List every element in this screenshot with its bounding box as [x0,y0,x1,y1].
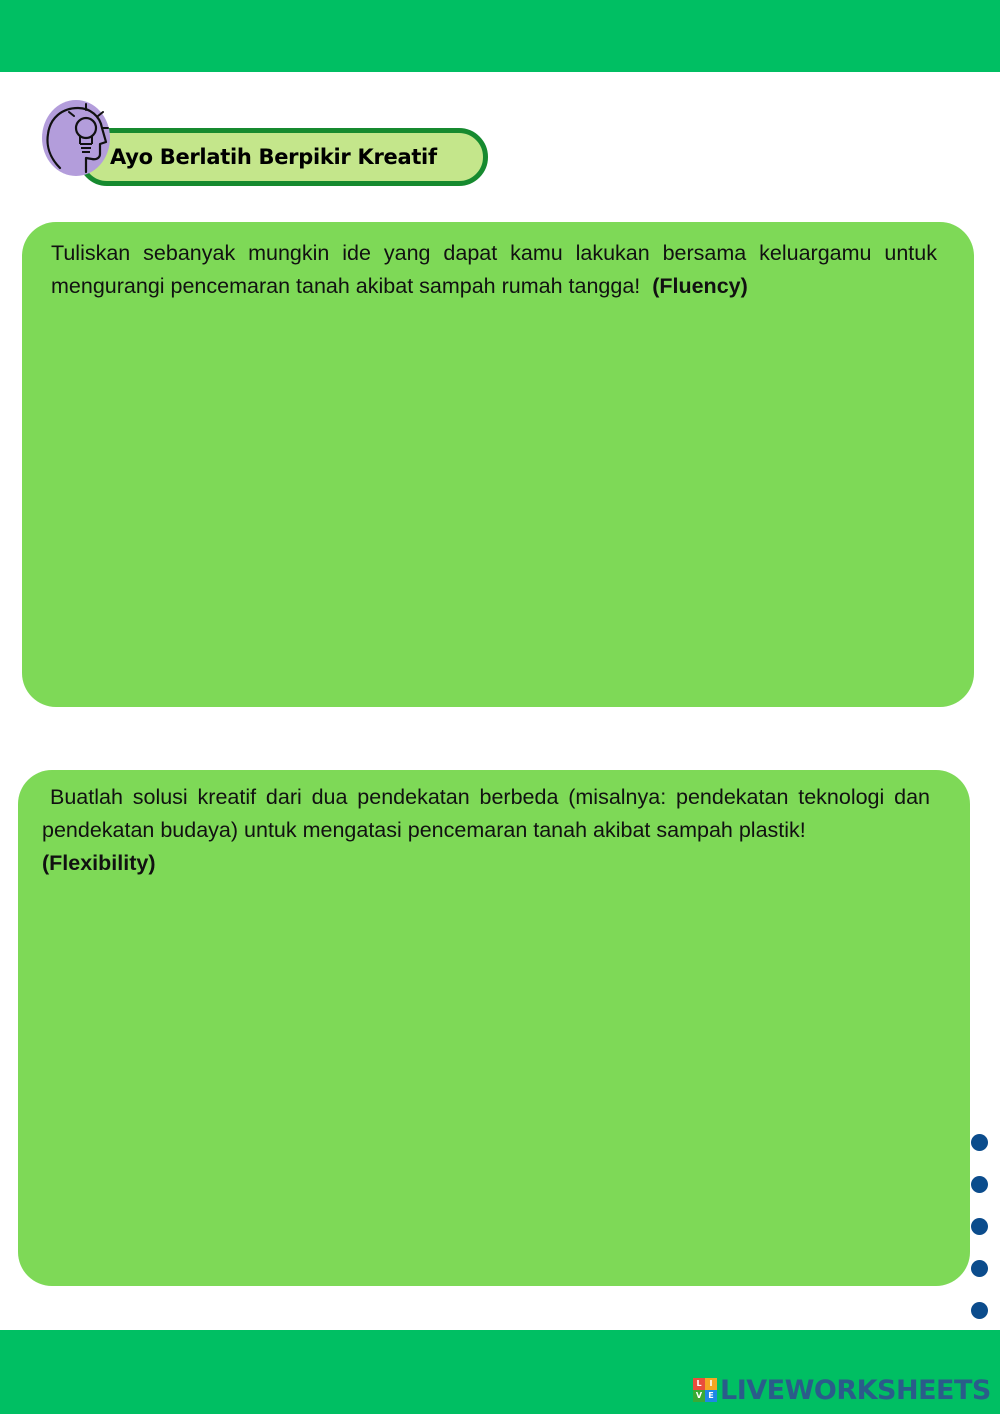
section-header [40,98,500,198]
question-1-text: Tuliskan sebanyak mungkin ide yang dapat kamu lakukan bersama keluargamu untuk mengurangi pencemaran tanah akibat sampah rumah tangga! [51,241,937,298]
liveworksheets-logo[interactable] [693,1373,991,1407]
question-1-tag: (Fluency) [652,274,748,298]
decorative-dot [971,1260,988,1277]
liveworksheets-mark-icon: L I V E [693,1378,717,1402]
top-banner [0,0,1000,72]
question-2-text: Buatlah solusi kreatif dari dua pendekatan berbeda (misalnya: pendekatan teknologi dan pendekatan budaya) untuk mengatasi pencemaran tanah akibat sampah plastik! [42,785,930,842]
decorative-dot [971,1218,988,1235]
decorative-dot [971,1134,988,1151]
head-lightbulb-icon [40,98,120,184]
page-title: Ayo Berlatih Berpikir Kreatif [110,145,437,169]
question-2 [42,781,930,880]
question-2-tag: (Flexibility) [42,851,156,875]
decorative-dot [971,1302,988,1319]
brand-name: LIVEWORKSHEETS [720,1374,991,1406]
question-1 [51,237,937,303]
decorative-dot [971,1176,988,1193]
